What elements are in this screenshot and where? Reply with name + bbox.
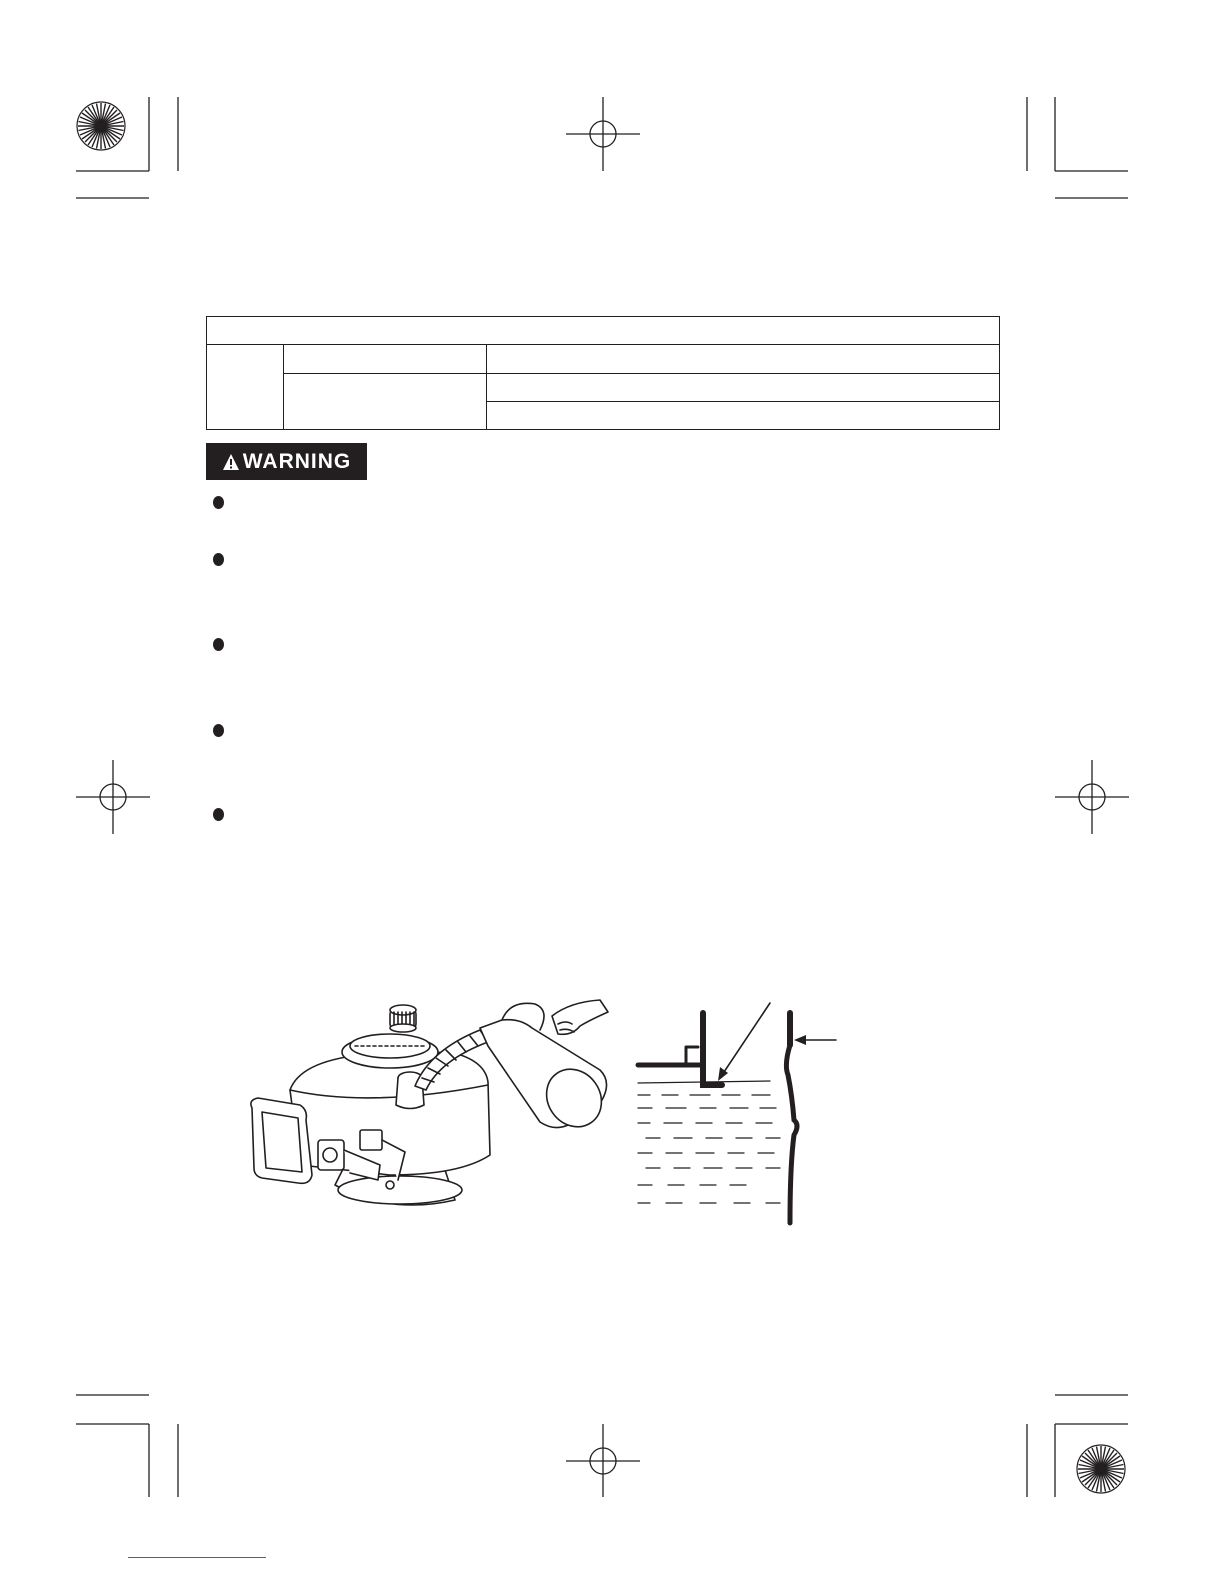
table-header-row — [207, 317, 1000, 345]
table-cell — [487, 345, 1000, 374]
starburst-registration-icon — [77, 102, 125, 150]
warning-label — [206, 443, 367, 480]
table-row — [207, 345, 1000, 374]
bullet-icon — [213, 553, 224, 566]
table-row — [207, 374, 1000, 402]
starburst-registration-icon — [1077, 1445, 1125, 1493]
bullet-icon — [213, 638, 224, 651]
bullet-icon — [213, 496, 224, 509]
warning-label-text: WARNING — [242, 449, 352, 473]
table-row-header-cell — [207, 345, 284, 430]
table-cell — [487, 374, 1000, 402]
table-header-cell — [207, 317, 1000, 345]
bullet-icon — [213, 808, 224, 821]
bullet-icon — [213, 724, 224, 737]
engine-refuel-illustration — [240, 990, 620, 1230]
table-cell — [487, 402, 1000, 430]
table-cell — [284, 374, 487, 430]
fuel-spec-table — [206, 316, 1000, 430]
warning-triangle-icon — [222, 453, 240, 471]
table-cell — [284, 345, 487, 374]
footer-rule — [128, 1557, 266, 1558]
fuel-tank-cross-section-illustration — [630, 995, 870, 1230]
